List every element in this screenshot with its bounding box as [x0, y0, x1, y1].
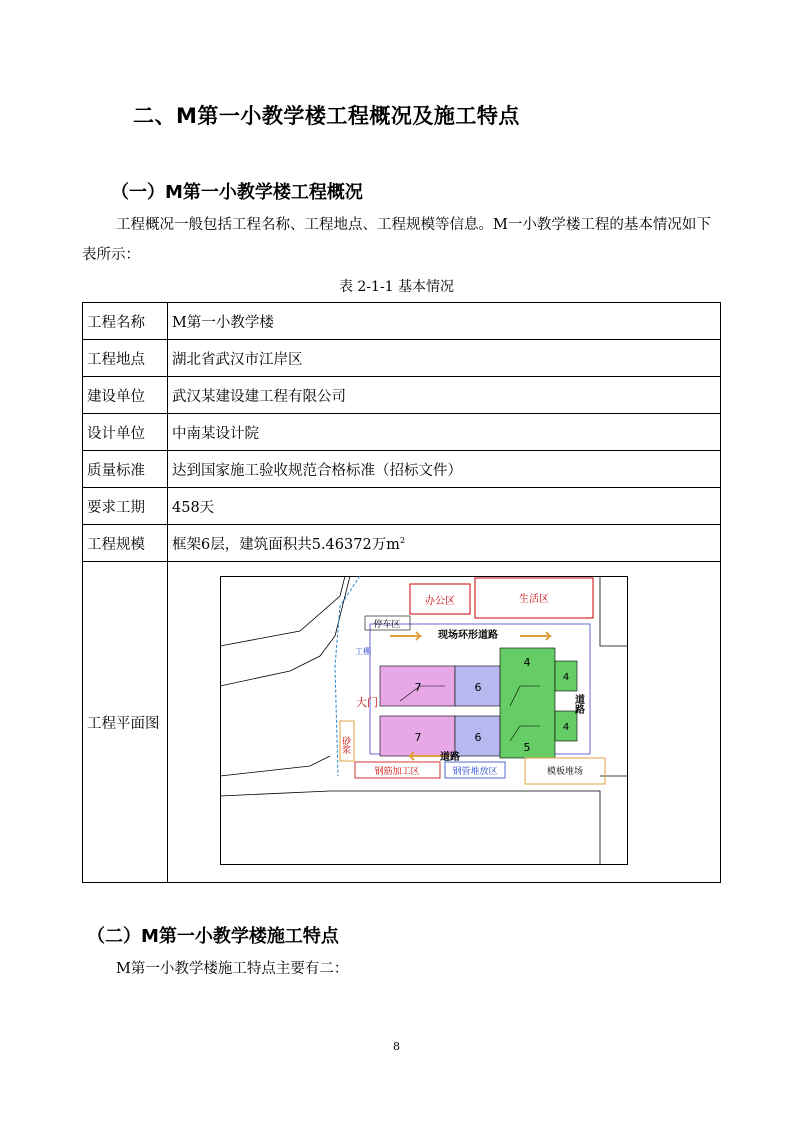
row-value — [168, 525, 721, 562]
row-value: M第一小教学楼 — [168, 303, 721, 340]
table-row — [83, 303, 721, 340]
formwork-label: 模板堆场 — [546, 767, 584, 777]
table-row — [83, 525, 721, 562]
row-key: 工程规模 — [83, 525, 168, 562]
block-label: 7 — [414, 731, 422, 744]
road-bottom-label: 道路 — [440, 752, 460, 763]
block-label: 7 — [414, 681, 422, 694]
info-table — [82, 302, 721, 883]
block-label: 4 — [562, 722, 570, 733]
row-key: 建设单位 — [83, 377, 168, 414]
row-key: 设计单位 — [83, 414, 168, 451]
table-row — [83, 451, 721, 488]
site-plan-cell — [168, 562, 721, 883]
row-key: 工程名称 — [83, 303, 168, 340]
office-label: 办公区 — [425, 596, 455, 607]
work-shed-label: 工棚 — [355, 647, 371, 656]
page-number: 8 — [393, 1040, 400, 1053]
row-key: 工程地点 — [83, 340, 168, 377]
section-heading-overview: （一）M第一小教学楼工程概况 — [111, 182, 363, 203]
pipe-area-label: 钢管堆放区 — [452, 767, 498, 777]
row-key: 工程平面图 — [83, 562, 168, 883]
road-right-label: 道路 — [572, 694, 584, 714]
steel-area-label: 钢筋加工区 — [374, 767, 420, 777]
living-label: 生活区 — [519, 594, 549, 605]
row-value: 458天 — [168, 488, 721, 525]
table-caption: 表 2-1-1 基本情况 — [338, 279, 455, 295]
row-value: 武汉某建设建工程有限公司 — [168, 377, 721, 414]
block-label: 6 — [474, 731, 482, 744]
row-key: 质量标准 — [83, 451, 168, 488]
features-paragraph: M第一小教学楼施工特点主要有二： — [116, 961, 349, 977]
parking-label: 停车区 — [373, 620, 401, 630]
row-value: 达到国家施工验收规范合格标准（招标文件） — [168, 451, 721, 488]
row-value: 湖北省武汉市江岸区 — [168, 340, 721, 377]
table-row-plan — [83, 562, 721, 883]
ring-road-label: 现场环形道路 — [438, 630, 498, 641]
mortar-label: 砂浆 — [340, 736, 350, 754]
table-row — [83, 340, 721, 377]
gate-label: 大门 — [356, 696, 378, 709]
table-row — [83, 377, 721, 414]
section-heading-features: （二）M第一小教学楼施工特点 — [87, 926, 339, 947]
block-label: 4 — [523, 656, 531, 669]
superscript: 2 — [399, 535, 406, 545]
table-row — [83, 488, 721, 525]
table-row — [83, 414, 721, 451]
block-label: 5 — [523, 741, 531, 754]
row-key: 要求工期 — [83, 488, 168, 525]
page-title: 二、M第一小教学楼工程概况及施工特点 — [133, 104, 520, 128]
row-value: 中南某设计院 — [168, 414, 721, 451]
block-label: 6 — [474, 681, 482, 694]
scale-text: 框架6层，建筑面积共5.46372万m — [172, 536, 400, 553]
site-plan-diagram — [220, 576, 720, 876]
intro-paragraph: 工程概况一般包括工程名称、工程地点、工程规模等信息。M一小教学楼工程的基本情况如下表所示： — [82, 217, 711, 263]
block-label: 4 — [562, 672, 570, 683]
